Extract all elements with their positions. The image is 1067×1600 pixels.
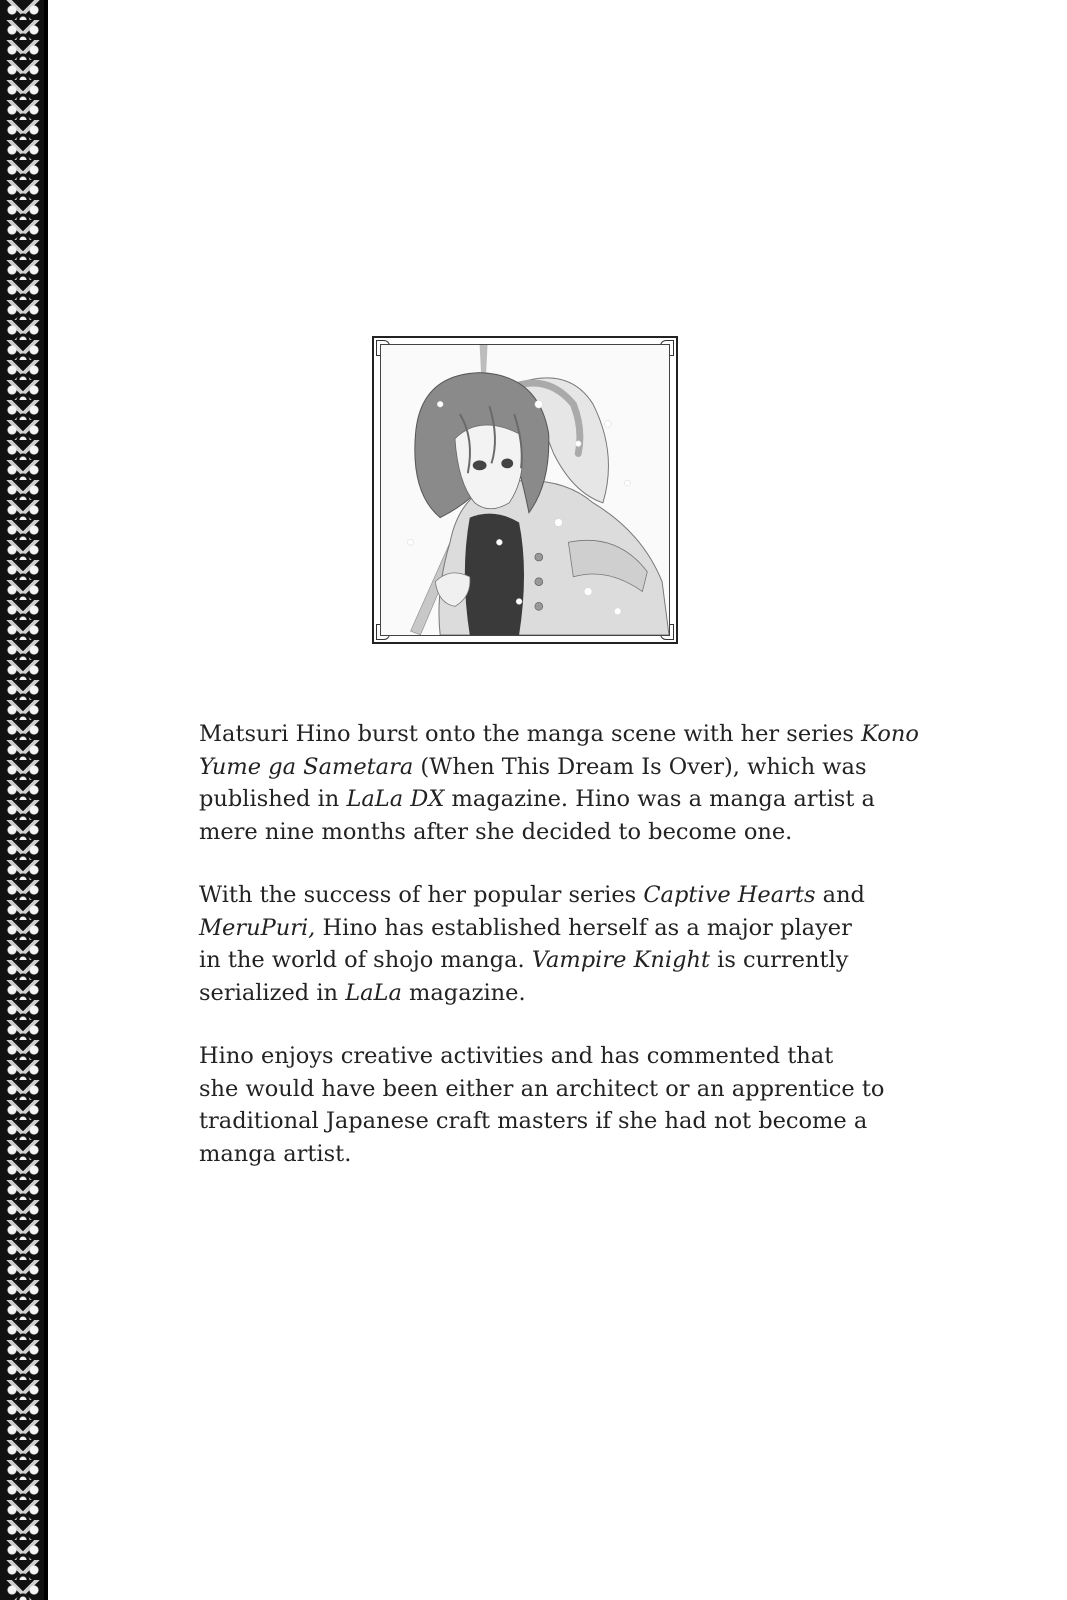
decorative-border-strip — [0, 0, 48, 1600]
text-line — [199, 879, 879, 912]
text-line — [199, 751, 879, 784]
text-run: mere nine months after she decided to become one. — [199, 818, 793, 845]
magazine-title: LaLa — [345, 979, 402, 1006]
text-run: magazine. Hino was a manga artist a — [444, 786, 875, 812]
author-illustration — [372, 336, 678, 644]
text-run: Matsuri Hino burst onto the manga scene with her series — [199, 721, 862, 747]
series-title: Kono — [861, 721, 919, 747]
text-line — [199, 944, 879, 977]
text-line — [199, 1138, 879, 1171]
series-title: Vampire Knight — [531, 947, 710, 973]
text-line — [199, 1073, 885, 1106]
text-line — [199, 977, 879, 1010]
text-run: Hino enjoys creative activities and has commented that — [199, 1043, 834, 1069]
bio-paragraph — [199, 718, 919, 848]
text-run: and — [815, 882, 865, 908]
series-title: Captive Hearts — [643, 882, 816, 908]
text-run: magazine. — [401, 979, 526, 1006]
text-run: Hino has established herself as a major player — [315, 914, 852, 941]
text-line — [199, 1040, 879, 1073]
bio-paragraph — [199, 1040, 885, 1170]
text-line — [199, 1105, 879, 1138]
text-run: manga artist. — [199, 1140, 352, 1167]
text-run: serialized in — [199, 979, 346, 1006]
text-line — [199, 816, 879, 849]
text-line — [199, 912, 879, 945]
text-run: traditional Japanese craft masters if she had not become a — [199, 1108, 868, 1134]
magazine-title: LaLa DX — [346, 786, 445, 812]
series-title: MeruPuri, — [199, 914, 316, 941]
text-run: (When This Dream Is Over), which was — [413, 753, 867, 780]
text-run: in the world of shojo manga. — [199, 947, 532, 973]
text-run: she would have been either an architect or an apprentice to — [199, 1075, 885, 1102]
text-line — [199, 783, 879, 816]
text-run: is currently — [710, 947, 849, 973]
author-biography — [199, 718, 919, 1201]
bio-paragraph — [199, 879, 879, 1009]
illustration-image — [380, 344, 670, 636]
text-run: With the success of her popular series — [199, 882, 644, 908]
series-title: Yume ga Sametara — [199, 753, 414, 780]
text-run: published in — [199, 786, 347, 812]
text-line — [199, 718, 919, 751]
